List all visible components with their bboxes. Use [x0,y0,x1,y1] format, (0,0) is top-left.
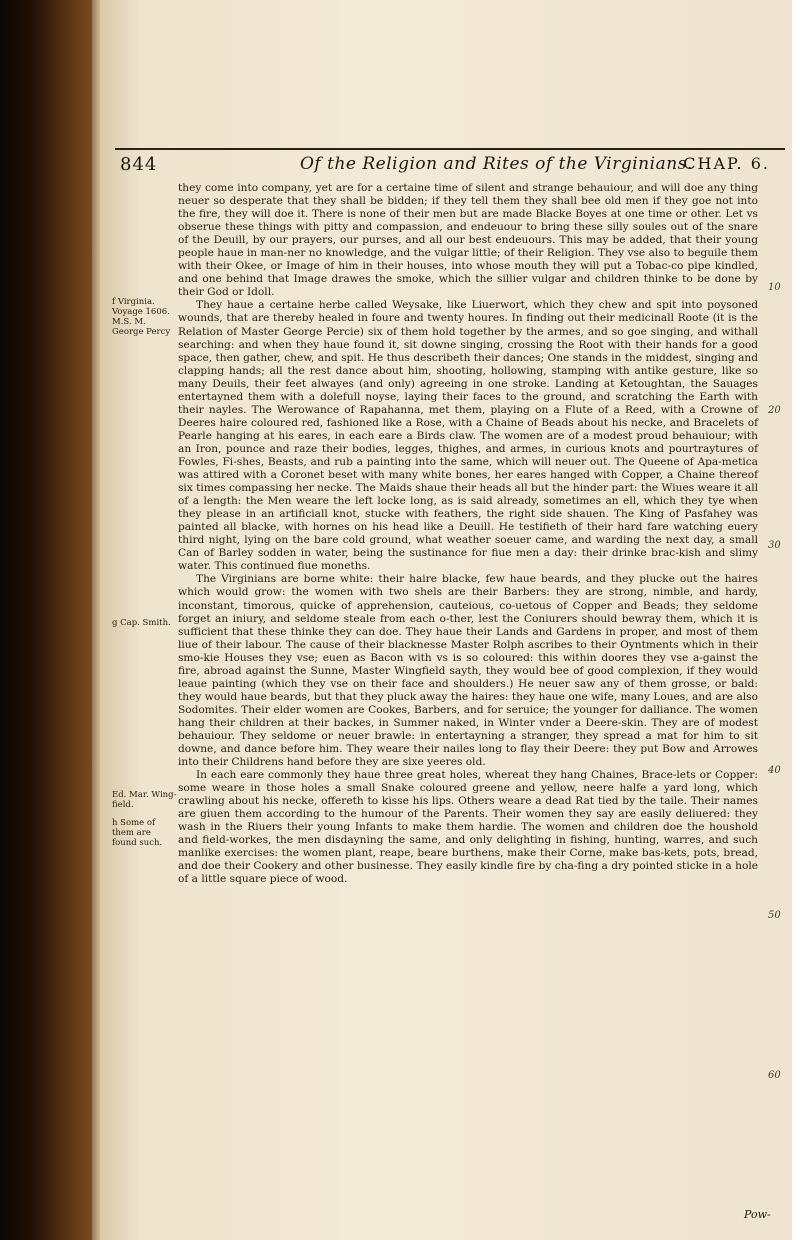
running-title: Of the Religion and Rites of the Virginians. [300,154,693,174]
margin-note-some-found: h Some of them are found such. [112,818,163,848]
page-header [120,154,770,176]
book-spine-shadow [0,0,92,1240]
body-text [178,182,758,887]
paragraph: In each eare commonly they haue three great holes, whereat they hang Chaines, Brace-lets or Copper: some weare in those holes a small Snake coloured greene and yellow, neere halfe a yard long, which crawling about his necke, offereth to kisse his lips. Others weare a dead Rat tied by the taile. Their names are giuen them according to the humour of the Parents. Their women they say are easily deliuered: they wash in the Riuers their young Infants to make them hardie. The women and children doe the houshold and field-workes, the men disdayning the same, and only delighting in fishing, hunting, warres, and such manlike exercises: the women plant, reape, beare burthens, make their Corne, make bas-kets, pots, bread, and doe their Cookery and other businesse. They easily kindle fire by cha-fing a dry pointed sticke in a hole of a little square piece of wood. [178,769,758,886]
line-number: 10 [768,282,781,293]
margin-note-wingfield: Ed. Mar. Wing-field. [112,790,177,810]
line-number: 60 [768,1070,781,1081]
line-number: 40 [768,765,781,776]
margin-note-virginia-voyage: f Virginia. Voyage 1606. M.S. M. George Percy [112,297,171,337]
line-number: 50 [768,910,781,921]
paragraph: they come into company, yet are for a certaine time of silent and strange behauiour, and will doe any thing neuer so desperate that they shall be bidden; if they tell them they shall bee old men if they goe not into the fire, they will doe it. There is none of their men but are made Blacke Boyes at one time or other. Let vs obserue these things with pitty and compassion, and endeuour to bring these silly soules out of the snare of the Deuill, by our prayers, our purses, and all our best endeuours. This may be added, that their young people haue in man-ner no knowledge, and the vulgar little; of their Religion. They vse also to beguile them with their Okee, or Image of him in their houses, into whose mouth they will put a Tobac-co pipe kindled, and one behind that Image drawes the smoke, which the sillier vulgar and children thinke to be done by their God or Idoll. [178,182,758,299]
paragraph: They haue a certaine herbe called Weysake, like Liuerwort, which they chew and spit into poysoned wounds, that are thereby healed in foure and twenty houres. In finding out their medicinall Roote (it is the Relation of Master George Percie) six of them hold together by the armes, and so goe singing, and withall searching: and when they haue found it, sit downe singing, crossing the Root with their hands for a good space, then gather, chew, and spit. He thus describeth their dances; One stands in the middest, singing and clapping hands; all the rest dance about him, shooting, hollowing, stamping with antike gesture, like so many Deuils, their feet alwayes (and only) agreeing in one stroke. Landing at Ketoughtan, the Sauages entertayned them with a dolefull noyse, laying their faces to the ground, and scratching the Earth with their nayles. The Werowance of Rapahanna, met them, playing on a Flute of a Reed, with a Crowne of Deeres haire coloured red, fashioned like a Rose, with a Chaine of Beads about his necke, and Bracelets of Pearle hanging at his eares, in each eare a Birds claw. The women are of a modest proud behauiour; with an Iron, pounce and raze their bodies, legges, thighes, and armes, in curious knots and pourtraytures of Fowles, Fi-shes, Beasts, and rub a painting into the same, which will neuer out. The Queene of Apa-metica was attired with a Coronet beset with many white bones, her eares hanged with Copper, a Chaine thereof six times compassing her necke. The Maids shaue their heads all but the hinder part: the Wiues weare it all of a length: the Men weare the left locke long, as is said already, sometimes an ell, which they tye when they please in an artificiall knot, stucke with feathers, the right side shauen. The King of Pasfahey was painted all blacke, with hornes on his head like a Deuill. He testifieth of their hard fare watching euery third night, lying on the bare cold ground, what weather soeuer came, and warding the next day, a small Can of Barley sodden in water, being the sustinance for fiue men a day: their drinke brac-kish and slimy water. This continued fiue moneths. [178,299,758,573]
line-number: 30 [768,540,781,551]
paragraph: The Virginians are borne white: their haire blacke, few haue beards, and they plucke out the haires which would grow: the women with two shels are their Barbers: they are strong, nimble, and hardy, inconstant, timorous, quicke of apprehension, cauteious, co-uetous of Copper and Beads; they seldome forget an iniury, and seldome steale from each o-ther, lest the Coniurers should bewray them, which it is sufficient that these thinke they can doe. They haue their Lands and Gardens in proper, and most of them liue of their labour. The cause of their blacknesse Master Rolph ascribes to their Oyntments which in their smo-kie Houses they vse; euen as Bacon with vs is so coloured: this within doores they vse a-gainst the fire, abroad against the Sunne, Master Wingfield sayth, they would bee of good complexion, if they would leaue painting (which they vse on their face and shoulders.) He neuer saw any of them grosse, or bald: they would haue beards, but that they pluck away the haires: they haue one wife, many Loues, and are also Sodomites. Their elder women are Cookes, Barbers, and for seruice; the younger for dalliance. The women hang their children at their backes, in Summer naked, in Winter vnder a Deere-skin. They are of modest behauiour. They seldome or neuer brawle: in entertayning a stranger, they spread a mat for him to sit downe, and dance before him. They weare their nailes long to flay their Deere: they put Bow and Arrowes into their Childrens hand before they are sixe yeeres old. [178,573,758,769]
page-number: 844 [120,154,158,175]
line-number: 20 [768,405,781,416]
header-rule [115,148,785,150]
margin-note-cap-smith: g Cap. Smith. [112,618,171,628]
chapter-label: CHAP. 6. [683,154,770,173]
catchword: Pow- [744,1208,771,1221]
